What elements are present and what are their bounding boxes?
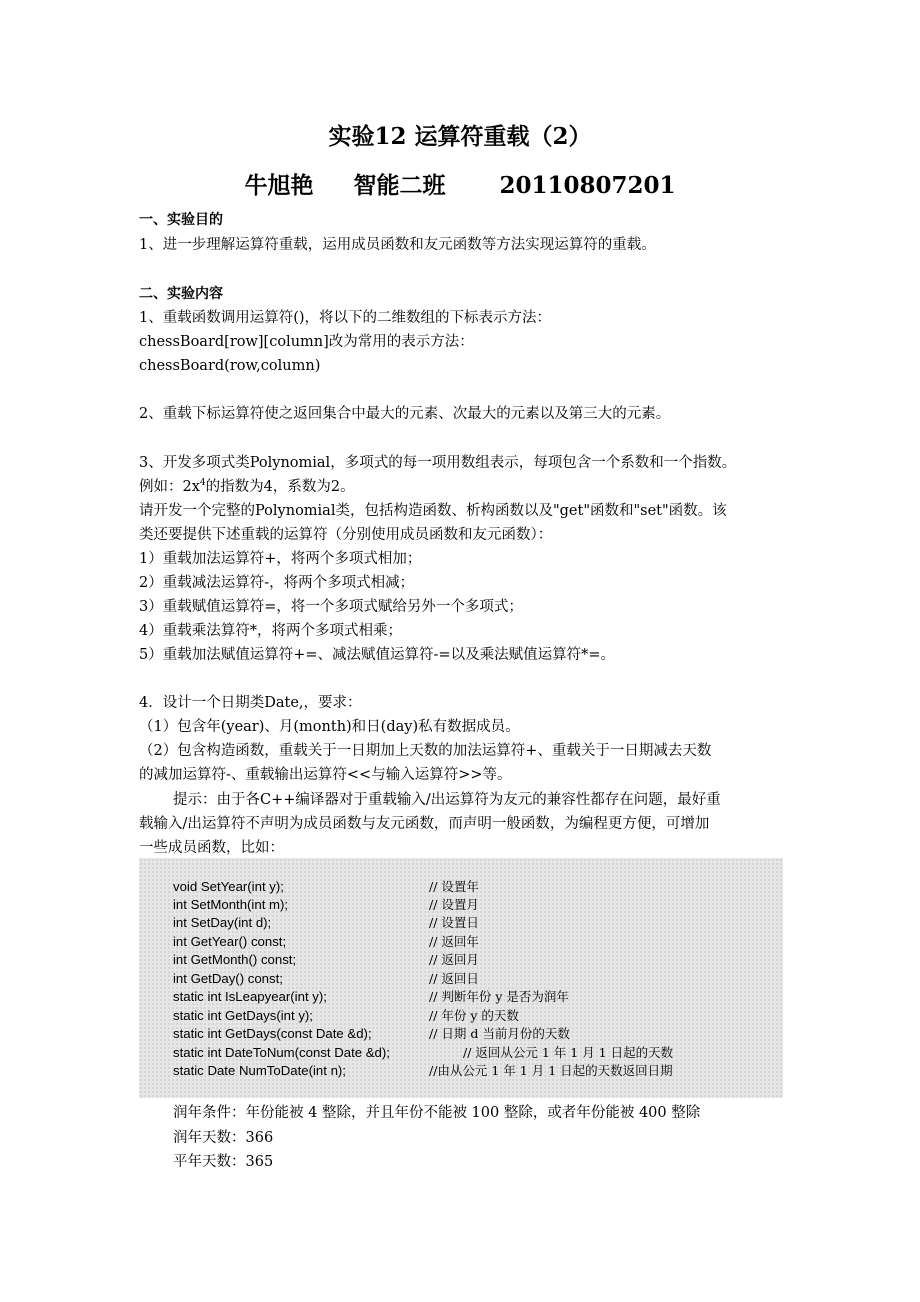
code-comment: // 返回日	[429, 971, 479, 986]
section-heading-content: 二、实验内容	[139, 286, 223, 302]
code-line: static int GetDays(int y);	[173, 1008, 313, 1023]
code-line: static int IsLeapyear(int y);	[173, 989, 327, 1004]
class-name: 智能二班	[353, 172, 446, 199]
code-comment: // 年份 y 的天数	[429, 1008, 519, 1023]
example-suffix: 的指数为4，系数为2。	[205, 479, 355, 495]
content-item-2: 2、重载下标运算符使之返回集合中最大的元素、次最大的元素以及第三大的元素。	[139, 406, 671, 422]
normal-year-days: 平年天数：365	[173, 1154, 274, 1170]
example-prefix: 例如：2x	[139, 479, 200, 495]
content-item-3-sub-5: 5）重载加法赋值运算符+=、减法赋值运算符-=以及乘法赋值运算符*=。	[139, 647, 615, 663]
code-comment: // 设置日	[429, 915, 479, 930]
hint-line-1: 提示：由于各C++编译器对于重载输入/出运算符为友元的兼容性都存在问题，最好重	[173, 792, 721, 808]
code-line: void SetYear(int y);	[173, 879, 284, 894]
code-block	[139, 858, 783, 1098]
code-comment: // 返回月	[429, 952, 479, 967]
section-heading-purpose: 一、实验目的	[139, 212, 223, 228]
content-item-3-line-3: 请开发一个完整的Polynomial类，包括构造函数、析构函数以及"get"函数和"set"函数。该	[139, 503, 727, 519]
code-comment: // 设置年	[429, 879, 479, 894]
document-title: 实验12 运算符重载（2）	[328, 123, 592, 150]
author-name: 牛旭艳	[244, 172, 314, 199]
code-line: int SetDay(int d);	[173, 915, 272, 930]
content-item-3-sub-2: 2）重载减法运算符-，将两个多项式相减；	[139, 575, 415, 591]
example-exponent: 4	[199, 478, 206, 488]
content-item-3-example	[139, 477, 355, 497]
code-line: static int GetDays(const Date &d);	[173, 1026, 372, 1041]
author-line	[0, 167, 920, 200]
content-item-3-sub-1: 1）重载加法运算符+，将两个多项式相加；	[139, 551, 422, 567]
content-item-4-line-3: （2）包含构造函数，重载关于一日期加上天数的加法运算符+、重载关于一日期减去天数	[139, 743, 712, 759]
code-comment: // 返回年	[429, 934, 479, 949]
code-line: int GetMonth() const;	[173, 952, 297, 967]
code-comment: // 日期 d 当前月份的天数	[429, 1026, 570, 1041]
student-id: 20110807201	[499, 172, 676, 199]
hint-line-2: 载输入/出运算符不声明为成员函数与友元函数，而声明一般函数，为编程更方便，可增加	[139, 816, 710, 832]
content-item-3-sub-4: 4）重载乘法算符*，将两个多项式相乘；	[139, 623, 402, 639]
content-item-4-line-4: 的减加运算符-、重载输出运算符<<与输入运算符>>等。	[139, 767, 512, 783]
code-line: int GetYear() const;	[173, 934, 287, 949]
code-comment: // 设置月	[429, 897, 479, 912]
purpose-item-1: 1、进一步理解运算符重载，运用成员函数和友元函数等方法实现运算符的重载。	[139, 237, 656, 253]
code-line: int GetDay() const;	[173, 971, 283, 986]
code-line: static int DateToNum(const Date &d);	[173, 1045, 390, 1060]
content-item-3-line-4: 类还要提供下述重载的运算符（分别使用成员函数和友元函数）：	[139, 527, 553, 543]
code-comment: // 返回从公元 1 年 1 月 1 日起的天数	[463, 1045, 674, 1060]
content-item-1-line-1: 1、重载函数调用运算符()，将以下的二维数组的下标表示方法：	[139, 310, 552, 326]
code-line: int SetMonth(int m);	[173, 897, 289, 912]
content-item-4-line-1: 4．设计一个日期类Date,，要求：	[139, 695, 362, 711]
content-item-3-sub-3: 3）重载赋值运算符=，将一个多项式赋给另外一个多项式；	[139, 599, 523, 615]
content-item-1-line-2: chessBoard[row][column]改为常用的表示方法：	[139, 334, 474, 350]
leap-year-days: 润年天数：366	[173, 1130, 274, 1146]
content-item-4-line-2: （1）包含年(year)、月(month)和日(day)私有数据成员。	[139, 719, 520, 735]
hint-line-3: 一些成员函数，比如：	[139, 840, 284, 856]
code-comment: //由从公元 1 年 1 月 1 日起的天数返回日期	[429, 1063, 673, 1078]
code-comment: // 判断年份 y 是否为润年	[429, 989, 569, 1004]
leap-year-condition: 润年条件：年份能被 4 整除，并且年份不能被 100 整除，或者年份能被 400 整除	[173, 1105, 701, 1121]
content-item-1-line-3: chessBoard(row,column)	[139, 358, 321, 374]
code-line: static Date NumToDate(int n);	[173, 1063, 346, 1078]
content-item-3-line-1: 3、开发多项式类Polynomial，多项式的每一项用数组表示，每项包含一个系数和一个指数。	[139, 455, 737, 471]
